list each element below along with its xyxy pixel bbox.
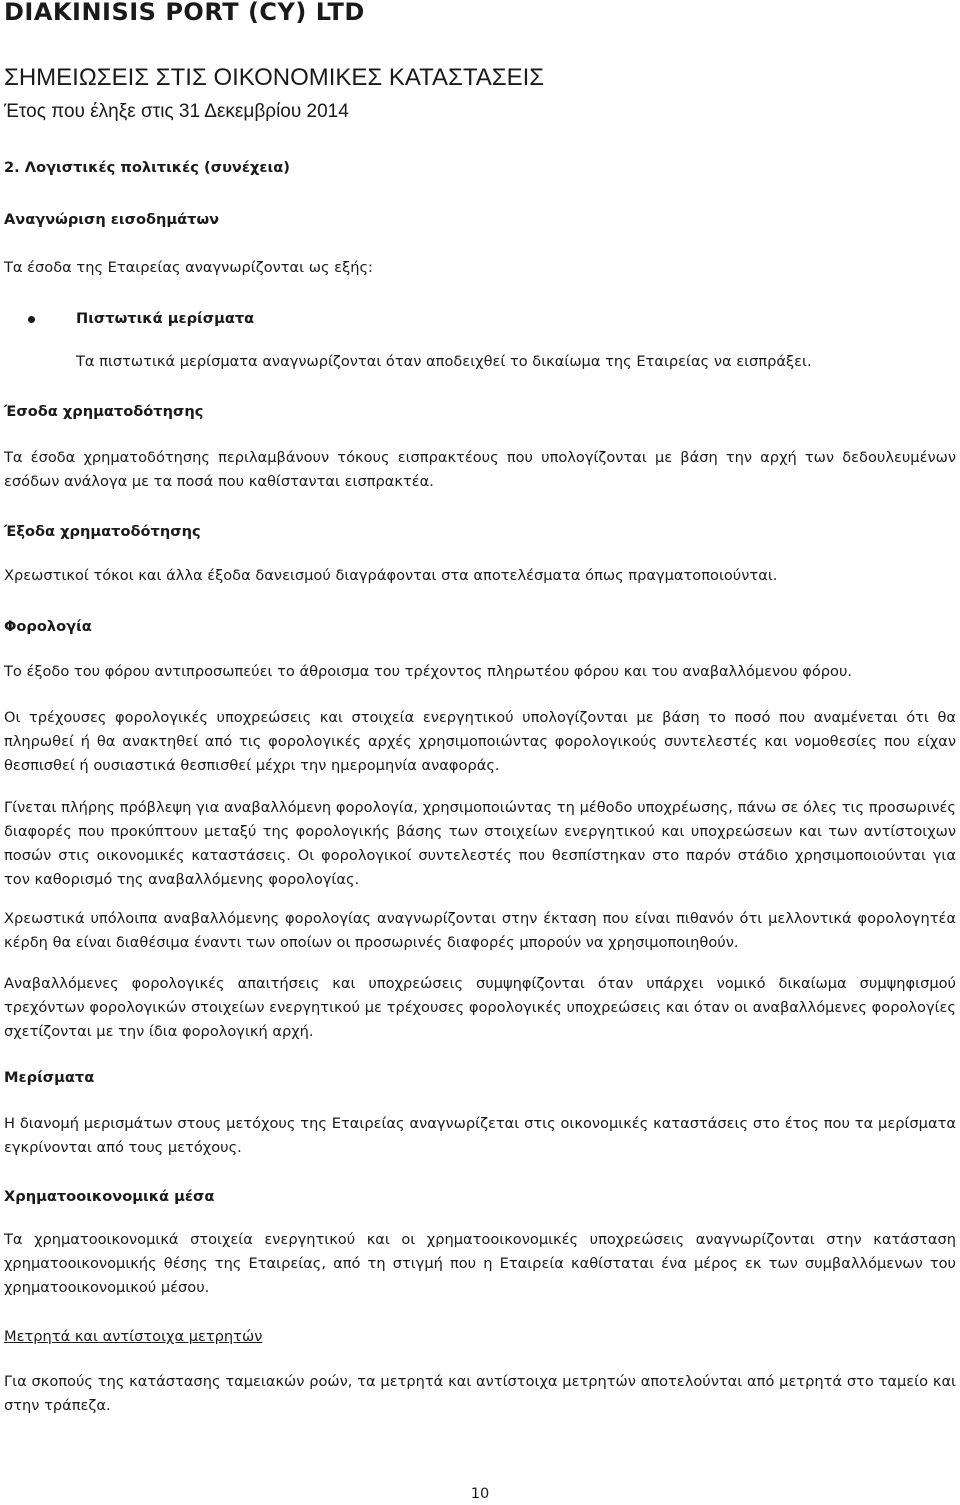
dividend-income-text: Τα πιστωτικά μερίσματα αναγνωρίζονται όταν αποδειχθεί το δικαίωμα της Εταιρείας να εισπράξει.: [76, 353, 812, 370]
dividend-income-heading: Πιστωτικά μερίσματα: [76, 310, 255, 327]
finance-income-heading: Έσοδα χρηματοδότησης: [4, 403, 204, 420]
page-number: 10: [470, 1485, 490, 1502]
document-title: ΣΗΜΕΙΩΣΕΙΣ ΣΤΙΣ ΟΙΚΟΝΟΜΙΚΕΣ ΚΑΤΑΣΤΑΣΕΙΣ: [4, 64, 545, 91]
section-heading: 2. Λογιστικές πολιτικές (συνέχεια): [4, 159, 290, 176]
finance-income-text: Τα έσοδα χρηματοδότησης περιλαμβάνουν τόκους εισπρακτέους που υπολογίζονται με βάση την αρχή των δεδουλευμένων εσόδων ανάλογα με τα ποσά που καθίστανται εισπρακτέα.: [4, 449, 956, 490]
tax-paragraph-2: Οι τρέχουσες φορολογικές υποχρεώσεις και στοιχεία ενεργητικού υπολογίζονται με βάση το ποσό που αναμένεται ότι θα πληρωθεί ή θα ανακτηθεί από τις φορολογικές αρχές χρησιμοποιώντας φορολογικούς συντελεστές και νομοθεσίες που είχαν θεσπισθεί ή ουσιαστικά θεσπισθεί μέχρι την ημερομηνία αναφοράς.: [4, 709, 956, 774]
tax-heading: Φορολογία: [4, 618, 92, 635]
financial-instruments-heading: Χρηματοοικονομικά μέσα: [4, 1188, 215, 1205]
company-name: DIAKINISIS PORT (CY) LTD: [4, 0, 365, 26]
tax-paragraph-1: Το έξοδο του φόρου αντιπροσωπεύει το άθροισμα του τρέχοντος πληρωτέου φόρου και του αναβαλλόμενου φόρου.: [4, 663, 853, 680]
cash-equivalents-heading: Μετρητά και αντίστοιχα μετρητών: [4, 1328, 263, 1345]
tax-paragraph-4: Χρεωστικά υπόλοιπα αναβαλλόμενης φορολογίας αναγνωρίζονται στην έκταση που είναι πιθανόν ότι μελλοντικά φορολογητέα κέρδη θα είναι διαθέσιμα έναντι των οποίων οι προσωρινές διαφορές μπορούν να χρησιμοποιηθούν.: [4, 910, 956, 951]
revenue-heading: Αναγνώριση εισοδημάτων: [4, 211, 220, 228]
finance-costs-text: Χρεωστικοί τόκοι και άλλα έξοδα δανεισμού διαγράφονται στα αποτελέσματα όπως πραγματοποιούνται.: [4, 567, 778, 584]
revenue-intro: Τα έσοδα της Εταιρείας αναγνωρίζονται ως εξής:: [4, 259, 373, 276]
tax-paragraph-5: Αναβαλλόμενες φορολογικές απαιτήσεις και υποχρεώσεις συμψηφίζονται όταν υπάρχει νομικό δικαίωμα συμψηφισμού τρεχόντων φορολογικών στοιχείων ενεργητικού με τρέχουσες φορολογικές υποχρεώσεις και όταν οι αναβαλλόμενες φορολογίες σχετίζονται με την ίδια φορολογική αρχή.: [4, 975, 956, 1040]
document-subtitle: Έτος που έληξε στις 31 Δεκεμβρίου 2014: [4, 101, 349, 122]
cash-equivalents-text: Για σκοπούς της κατάστασης ταμειακών ροών, τα μετρητά και αντίστοιχα μετρητών αποτελούνται από μετρητά στο ταμείο και στην τράπεζα.: [4, 1373, 956, 1414]
financial-instruments-text: Τα χρηματοοικονομικά στοιχεία ενεργητικού και οι χρηματοοικονομικές υποχρεώσεις αναγνωρίζονται στην κατάσταση χρηματοοικονομικής θέσης της Εταιρείας, από τη στιγμή που η Εταιρεία καθίσταται ένα μέρος εκ των συμβαλλόμενων του χρηματοοικονομικού μέσου.: [4, 1231, 956, 1296]
dividends-heading: Μερίσματα: [4, 1069, 95, 1086]
finance-costs-heading: Έξοδα χρηματοδότησης: [4, 523, 201, 540]
tax-paragraph-3: Γίνεται πλήρης πρόβλεψη για αναβαλλόμενη φορολογία, χρησιμοποιώντας τη μέθοδο υποχρέωσης, πάνω σε όλες τις προσωρινές διαφορές που προκύπτουν μεταξύ της φορολογικής βάσης των στοιχείων ενεργητικού και υποχρεώσεων και των αντίστοιχων ποσών στις οικονομικές καταστάσεις. Οι φορολογικοί συντελεστές που θεσπίστηκαν στο παρόν στάδιο χρησιμοποιούνται για τον καθορισμό της αναβαλλόμενης φορολογίας.: [4, 799, 956, 888]
dividends-text: Η διανομή μερισμάτων στους μετόχους της Εταιρείας αναγνωρίζεται στις οικονομικές καταστάσεις στο έτος που τα μερίσματα εγκρίνονται από τους μετόχους.: [4, 1115, 956, 1156]
bullet-dot-icon: [28, 316, 35, 323]
